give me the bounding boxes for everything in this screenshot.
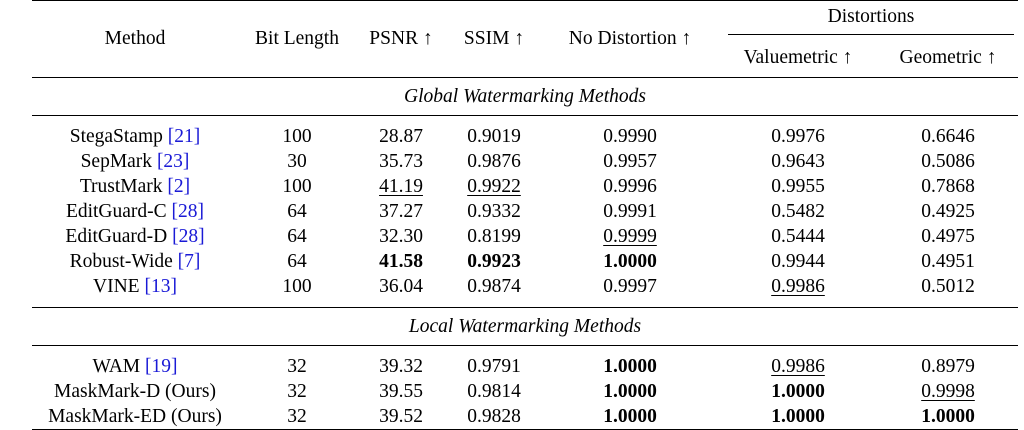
cell-value <box>718 404 878 430</box>
cell-nodist <box>542 174 718 199</box>
global-rows <box>32 124 1018 299</box>
cell-geo <box>878 224 1018 249</box>
table-row <box>32 379 1018 404</box>
value-nodist: 1.0000 <box>603 251 657 272</box>
section-global-title: Global Watermarking Methods <box>32 78 1018 116</box>
cell-nodist <box>542 149 718 174</box>
value-value: 1.0000 <box>771 406 825 427</box>
value-geo: 0.4975 <box>921 226 975 247</box>
cell-method <box>32 224 238 249</box>
value-geo: 0.8979 <box>921 356 975 377</box>
spacer <box>32 299 1018 308</box>
cell-ssim <box>446 199 542 224</box>
results-table-container <box>32 0 1018 430</box>
citation-link[interactable]: [2] <box>167 176 191 197</box>
value-value: 0.9955 <box>771 176 825 197</box>
cell-method <box>32 124 238 149</box>
citation-link[interactable]: [28] <box>171 201 205 222</box>
value-psnr: 32.30 <box>379 226 423 247</box>
cell-psnr <box>356 249 446 274</box>
cell-geo <box>878 249 1018 274</box>
cell-psnr <box>356 224 446 249</box>
citation-link[interactable]: [28] <box>172 226 205 247</box>
value-bits: 32 <box>287 406 307 427</box>
cell-value <box>718 174 878 199</box>
value-ssim: 0.9814 <box>467 381 521 402</box>
method-name: TrustMark <box>79 176 163 197</box>
value-value: 0.9643 <box>771 151 825 172</box>
citation-link[interactable]: [21] <box>167 126 201 147</box>
value-value: 0.9986 <box>771 356 825 377</box>
results-table <box>32 0 1018 430</box>
cell-geo <box>878 274 1018 299</box>
value-value: 0.9944 <box>771 251 825 272</box>
value-geo: 0.4925 <box>921 201 975 222</box>
value-geo: 0.5086 <box>921 151 975 172</box>
cell-nodist <box>542 199 718 224</box>
value-bits: 64 <box>287 251 307 272</box>
value-nodist: 0.9997 <box>603 276 657 297</box>
cell-method <box>32 404 238 430</box>
citation-link[interactable]: [13] <box>144 276 177 297</box>
value-nodist: 1.0000 <box>603 381 657 402</box>
value-nodist: 0.9990 <box>603 126 657 147</box>
cell-value <box>718 149 878 174</box>
local-rows <box>32 354 1018 430</box>
cell-geo <box>878 199 1018 224</box>
table-row <box>32 249 1018 274</box>
value-bits: 100 <box>282 176 312 197</box>
value-nodist: 1.0000 <box>603 406 657 427</box>
cell-geo <box>878 354 1018 379</box>
method-name: Robust-Wide <box>69 251 173 272</box>
value-geo: 1.0000 <box>921 406 975 427</box>
value-ssim: 0.9791 <box>467 356 521 377</box>
value-geo: 0.6646 <box>921 126 975 147</box>
citation-link[interactable]: [7] <box>177 251 201 272</box>
table-row <box>32 404 1018 430</box>
cell-bits <box>238 379 356 404</box>
value-ssim: 0.9922 <box>467 176 521 197</box>
cell-psnr <box>356 354 446 379</box>
cell-value <box>718 354 878 379</box>
cell-ssim <box>446 224 542 249</box>
cell-method <box>32 249 238 274</box>
cell-value <box>718 224 878 249</box>
cell-bits <box>238 174 356 199</box>
header-bit-length: Bit Length <box>238 1 356 78</box>
cell-nodist <box>542 249 718 274</box>
value-ssim: 0.9874 <box>467 276 521 297</box>
cell-bits <box>238 274 356 299</box>
method-name: VINE <box>93 276 140 297</box>
cell-bits <box>238 404 356 430</box>
value-ssim: 0.9332 <box>467 201 521 222</box>
method-name: EditGuard-D <box>65 226 168 247</box>
cell-method <box>32 354 238 379</box>
value-psnr: 39.52 <box>379 406 423 427</box>
cell-geo <box>878 174 1018 199</box>
value-psnr: 39.55 <box>379 381 423 402</box>
citation-link[interactable]: [23] <box>156 151 190 172</box>
cell-nodist <box>542 354 718 379</box>
header-valuemetric: Valuemetric ↑ <box>743 47 853 68</box>
value-nodist: 0.9996 <box>603 176 657 197</box>
value-psnr: 36.04 <box>379 276 423 297</box>
cell-ssim <box>446 149 542 174</box>
value-value: 0.9976 <box>771 126 825 147</box>
cell-nodist <box>542 224 718 249</box>
value-ssim: 0.9923 <box>467 251 521 272</box>
header-geometric: Geometric ↑ <box>899 47 997 68</box>
value-psnr: 39.32 <box>379 356 423 377</box>
value-value: 0.9986 <box>771 276 825 297</box>
cell-value <box>718 379 878 404</box>
value-psnr: 41.58 <box>379 251 423 272</box>
value-geo: 0.4951 <box>921 251 975 272</box>
header-no-distortion: No Distortion ↑ <box>542 1 718 78</box>
value-bits: 64 <box>287 201 307 222</box>
value-nodist: 1.0000 <box>603 356 657 377</box>
cell-ssim <box>446 379 542 404</box>
cell-geo <box>878 149 1018 174</box>
cell-ssim <box>446 274 542 299</box>
cell-method <box>32 199 238 224</box>
method-name: SepMark <box>80 151 153 172</box>
cell-method <box>32 149 238 174</box>
section-global-rule <box>32 116 1018 125</box>
cell-psnr <box>356 404 446 430</box>
value-value: 0.5482 <box>771 201 825 222</box>
value-bits: 64 <box>287 226 307 247</box>
cell-psnr <box>356 149 446 174</box>
method-name: MaskMark-ED (Ours) <box>48 406 222 427</box>
cell-method <box>32 379 238 404</box>
method-name: MaskMark-D (Ours) <box>54 381 216 402</box>
value-nodist: 0.9991 <box>603 201 657 222</box>
cell-ssim <box>446 124 542 149</box>
cell-nodist <box>542 379 718 404</box>
distortions-rule <box>728 6 1014 35</box>
cell-bits <box>238 249 356 274</box>
cell-value <box>718 199 878 224</box>
cell-ssim <box>446 404 542 430</box>
value-ssim: 0.9876 <box>467 151 521 172</box>
value-ssim: 0.9828 <box>467 406 521 427</box>
value-geo: 0.9998 <box>921 381 975 402</box>
table-row <box>32 149 1018 174</box>
value-psnr: 37.27 <box>379 201 423 222</box>
table-row <box>32 124 1018 149</box>
header-distortions-label: Distortions <box>827 5 915 27</box>
value-psnr: 35.73 <box>379 151 423 172</box>
cell-psnr <box>356 174 446 199</box>
cell-ssim <box>446 174 542 199</box>
method-name: WAM <box>92 356 141 377</box>
value-geo: 0.5012 <box>921 276 975 297</box>
table-row <box>32 174 1018 199</box>
cell-value <box>718 274 878 299</box>
value-bits: 30 <box>287 151 307 172</box>
cell-bits <box>238 124 356 149</box>
cell-method <box>32 174 238 199</box>
section-local-title: Local Watermarking Methods <box>32 308 1018 346</box>
cell-nodist <box>542 274 718 299</box>
value-ssim: 0.9019 <box>467 126 521 147</box>
cell-geo <box>878 404 1018 430</box>
cell-ssim <box>446 354 542 379</box>
cell-geo <box>878 379 1018 404</box>
cell-bits <box>238 354 356 379</box>
cell-method <box>32 274 238 299</box>
value-bits: 100 <box>282 276 312 297</box>
cell-value <box>718 249 878 274</box>
table-row <box>32 224 1018 249</box>
cell-psnr <box>356 124 446 149</box>
cell-nodist <box>542 404 718 430</box>
value-bits: 100 <box>282 126 312 147</box>
method-name: EditGuard-C <box>65 201 167 222</box>
value-nodist: 0.9957 <box>603 151 657 172</box>
cell-psnr <box>356 199 446 224</box>
value-value: 0.5444 <box>771 226 825 247</box>
header-ssim: SSIM ↑ <box>446 1 542 78</box>
value-bits: 32 <box>287 381 307 402</box>
value-ssim: 0.8199 <box>467 226 521 247</box>
cell-psnr <box>356 379 446 404</box>
cell-ssim <box>446 249 542 274</box>
table-row <box>32 354 1018 379</box>
value-bits: 32 <box>287 356 307 377</box>
header-method: Method <box>32 1 238 78</box>
value-geo: 0.7868 <box>921 176 975 197</box>
cell-nodist <box>542 124 718 149</box>
citation-link[interactable]: [19] <box>145 356 178 377</box>
cell-value <box>718 124 878 149</box>
cell-bits <box>238 224 356 249</box>
value-nodist: 0.9999 <box>603 226 657 247</box>
cell-bits <box>238 149 356 174</box>
cell-psnr <box>356 274 446 299</box>
value-psnr: 28.87 <box>379 126 423 147</box>
table-row <box>32 199 1018 224</box>
table-row <box>32 274 1018 299</box>
value-psnr: 41.19 <box>379 176 423 197</box>
value-value: 1.0000 <box>771 381 825 402</box>
section-local-rule <box>32 346 1018 355</box>
header-distortions <box>718 1 1018 40</box>
header-psnr: PSNR ↑ <box>356 1 446 78</box>
cell-geo <box>878 124 1018 149</box>
cell-bits <box>238 199 356 224</box>
method-name: StegaStamp <box>69 126 163 147</box>
